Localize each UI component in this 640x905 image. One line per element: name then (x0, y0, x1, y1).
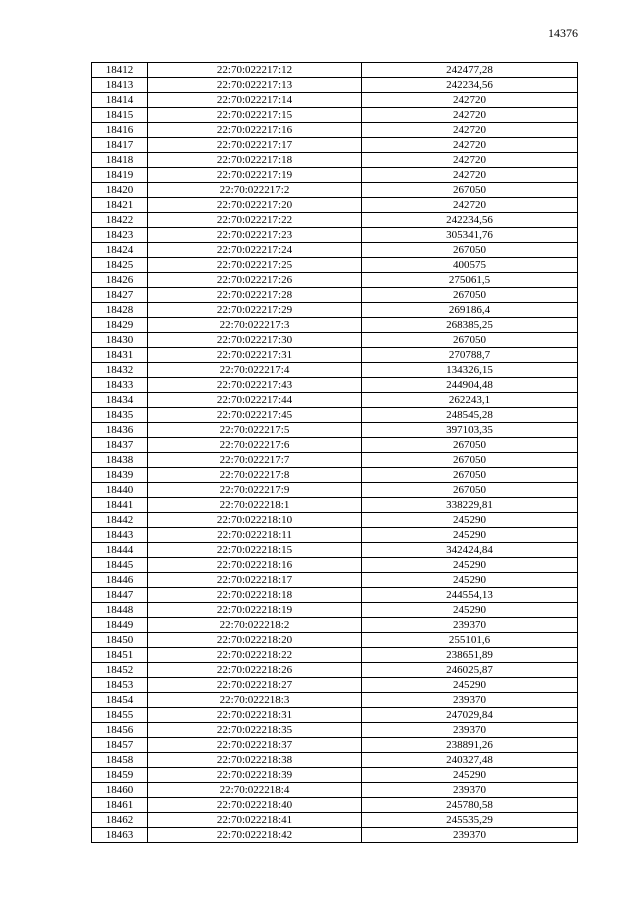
table-row (92, 798, 578, 813)
cadastral-number-cell: 22:70:022217:29 (148, 303, 362, 318)
cadastral-number-cell: 22:70:022217:23 (148, 228, 362, 243)
cadastral-value-cell: 247029,84 (362, 708, 578, 723)
row-number-cell: 18433 (92, 378, 148, 393)
row-number-cell: 18439 (92, 468, 148, 483)
cadastral-value-cell: 238891,26 (362, 738, 578, 753)
table-row (92, 273, 578, 288)
cadastral-number-cell: 22:70:022217:3 (148, 318, 362, 333)
cadastral-value-cell: 239370 (362, 618, 578, 633)
cadastral-number-cell: 22:70:022217:24 (148, 243, 362, 258)
row-number-cell: 18461 (92, 798, 148, 813)
table-row (92, 123, 578, 138)
row-number-cell: 18429 (92, 318, 148, 333)
cadastral-number-cell: 22:70:022218:35 (148, 723, 362, 738)
cadastral-value-cell: 242720 (362, 108, 578, 123)
table-row (92, 78, 578, 93)
row-number-cell: 18455 (92, 708, 148, 723)
row-number-cell: 18421 (92, 198, 148, 213)
row-number-cell: 18423 (92, 228, 148, 243)
row-number-cell: 18426 (92, 273, 148, 288)
table-row (92, 468, 578, 483)
cadastral-value-cell: 239370 (362, 723, 578, 738)
row-number-cell: 18447 (92, 588, 148, 603)
cadastral-value-cell: 242234,56 (362, 78, 578, 93)
cadastral-value-cell: 244904,48 (362, 378, 578, 393)
page-number: 14376 (548, 26, 578, 40)
table-row (92, 558, 578, 573)
table-row (92, 498, 578, 513)
row-number-cell: 18441 (92, 498, 148, 513)
row-number-cell: 18450 (92, 633, 148, 648)
cadastral-value-cell: 268385,25 (362, 318, 578, 333)
table-row (92, 768, 578, 783)
cadastral-value-cell: 267050 (362, 183, 578, 198)
table-row (92, 243, 578, 258)
table-row (92, 258, 578, 273)
table-row (92, 183, 578, 198)
cadastral-number-cell: 22:70:022217:20 (148, 198, 362, 213)
cadastral-value-cell: 245290 (362, 528, 578, 543)
table-row (92, 198, 578, 213)
cadastral-number-cell: 22:70:022218:11 (148, 528, 362, 543)
row-number-cell: 18462 (92, 813, 148, 828)
row-number-cell: 18458 (92, 753, 148, 768)
row-number-cell: 18416 (92, 123, 148, 138)
cadastral-number-cell: 22:70:022218:20 (148, 633, 362, 648)
cadastral-number-cell: 22:70:022218:22 (148, 648, 362, 663)
cadastral-value-cell: 305341,76 (362, 228, 578, 243)
table-row (92, 363, 578, 378)
table-row (92, 378, 578, 393)
cadastral-number-cell: 22:70:022218:42 (148, 828, 362, 843)
row-number-cell: 18445 (92, 558, 148, 573)
cadastral-number-cell: 22:70:022218:38 (148, 753, 362, 768)
cadastral-number-cell: 22:70:022218:15 (148, 543, 362, 558)
cadastral-value-cell: 267050 (362, 453, 578, 468)
cadastral-number-cell: 22:70:022218:39 (148, 768, 362, 783)
row-number-cell: 18438 (92, 453, 148, 468)
cadastral-value-cell: 267050 (362, 468, 578, 483)
cadastral-value-cell: 242720 (362, 153, 578, 168)
row-number-cell: 18415 (92, 108, 148, 123)
cadastral-value-cell: 248545,28 (362, 408, 578, 423)
cadastral-number-cell: 22:70:022217:26 (148, 273, 362, 288)
row-number-cell: 18414 (92, 93, 148, 108)
table-row (92, 228, 578, 243)
row-number-cell: 18440 (92, 483, 148, 498)
row-number-cell: 18428 (92, 303, 148, 318)
row-number-cell: 18456 (92, 723, 148, 738)
cadastral-value-cell: 242720 (362, 168, 578, 183)
cadastral-number-cell: 22:70:022218:40 (148, 798, 362, 813)
table-row (92, 723, 578, 738)
table-row (92, 603, 578, 618)
table-row (92, 648, 578, 663)
row-number-cell: 18424 (92, 243, 148, 258)
cadastral-value-cell: 242234,56 (362, 213, 578, 228)
cadastral-value-table (91, 62, 578, 843)
cadastral-number-cell: 22:70:022217:8 (148, 468, 362, 483)
table-row (92, 438, 578, 453)
cadastral-number-cell: 22:70:022218:10 (148, 513, 362, 528)
cadastral-number-cell: 22:70:022217:16 (148, 123, 362, 138)
table-row (92, 348, 578, 363)
cadastral-value-cell: 242720 (362, 198, 578, 213)
table-row (92, 813, 578, 828)
table-row (92, 738, 578, 753)
cadastral-number-cell: 22:70:022217:12 (148, 63, 362, 78)
cadastral-number-cell: 22:70:022217:13 (148, 78, 362, 93)
table-row (92, 63, 578, 78)
cadastral-value-cell: 245290 (362, 558, 578, 573)
cadastral-value-cell: 262243,1 (362, 393, 578, 408)
table-row (92, 408, 578, 423)
cadastral-value-cell: 245290 (362, 678, 578, 693)
cadastral-value-cell: 239370 (362, 828, 578, 843)
row-number-cell: 18422 (92, 213, 148, 228)
cadastral-number-cell: 22:70:022217:22 (148, 213, 362, 228)
table-row (92, 393, 578, 408)
cadastral-value-cell: 245290 (362, 603, 578, 618)
cadastral-number-cell: 22:70:022217:17 (148, 138, 362, 153)
table-row (92, 618, 578, 633)
row-number-cell: 18460 (92, 783, 148, 798)
cadastral-number-cell: 22:70:022217:5 (148, 423, 362, 438)
row-number-cell: 18436 (92, 423, 148, 438)
cadastral-number-cell: 22:70:022218:1 (148, 498, 362, 513)
cadastral-number-cell: 22:70:022218:17 (148, 573, 362, 588)
cadastral-number-cell: 22:70:022218:31 (148, 708, 362, 723)
cadastral-value-cell: 242477,28 (362, 63, 578, 78)
cadastral-number-cell: 22:70:022217:28 (148, 288, 362, 303)
row-number-cell: 18412 (92, 63, 148, 78)
cadastral-value-cell: 239370 (362, 783, 578, 798)
row-number-cell: 18432 (92, 363, 148, 378)
cadastral-value-cell: 246025,87 (362, 663, 578, 678)
table-body (92, 63, 578, 843)
cadastral-number-cell: 22:70:022217:6 (148, 438, 362, 453)
row-number-cell: 18437 (92, 438, 148, 453)
table-row (92, 153, 578, 168)
cadastral-value-cell: 269186,4 (362, 303, 578, 318)
row-number-cell: 18442 (92, 513, 148, 528)
cadastral-value-cell: 242720 (362, 93, 578, 108)
cadastral-number-cell: 22:70:022217:43 (148, 378, 362, 393)
table-row (92, 333, 578, 348)
cadastral-value-cell: 244554,13 (362, 588, 578, 603)
table-row (92, 678, 578, 693)
row-number-cell: 18446 (92, 573, 148, 588)
cadastral-value-cell: 242720 (362, 138, 578, 153)
cadastral-value-cell: 245290 (362, 573, 578, 588)
cadastral-number-cell: 22:70:022218:18 (148, 588, 362, 603)
cadastral-number-cell: 22:70:022218:27 (148, 678, 362, 693)
cadastral-number-cell: 22:70:022218:19 (148, 603, 362, 618)
table-row (92, 483, 578, 498)
cadastral-value-cell: 267050 (362, 243, 578, 258)
cadastral-value-cell: 239370 (362, 693, 578, 708)
cadastral-value-cell: 338229,81 (362, 498, 578, 513)
table-row (92, 303, 578, 318)
table-row (92, 423, 578, 438)
cadastral-value-cell: 275061,5 (362, 273, 578, 288)
row-number-cell: 18443 (92, 528, 148, 543)
row-number-cell: 18434 (92, 393, 148, 408)
cadastral-number-cell: 22:70:022218:26 (148, 663, 362, 678)
row-number-cell: 18454 (92, 693, 148, 708)
table-row (92, 633, 578, 648)
cadastral-value-cell: 255101,6 (362, 633, 578, 648)
table-row (92, 543, 578, 558)
table-row (92, 753, 578, 768)
table-row (92, 588, 578, 603)
row-number-cell: 18420 (92, 183, 148, 198)
row-number-cell: 18463 (92, 828, 148, 843)
cadastral-value-cell: 267050 (362, 483, 578, 498)
row-number-cell: 18457 (92, 738, 148, 753)
cadastral-number-cell: 22:70:022217:31 (148, 348, 362, 363)
table-row (92, 288, 578, 303)
row-number-cell: 18417 (92, 138, 148, 153)
cadastral-value-cell: 397103,35 (362, 423, 578, 438)
cadastral-value-cell: 400575 (362, 258, 578, 273)
row-number-cell: 18427 (92, 288, 148, 303)
row-number-cell: 18413 (92, 78, 148, 93)
row-number-cell: 18451 (92, 648, 148, 663)
row-number-cell: 18452 (92, 663, 148, 678)
row-number-cell: 18444 (92, 543, 148, 558)
cadastral-number-cell: 22:70:022217:9 (148, 483, 362, 498)
cadastral-number-cell: 22:70:022217:4 (148, 363, 362, 378)
row-number-cell: 18449 (92, 618, 148, 633)
table-row (92, 93, 578, 108)
row-number-cell: 18430 (92, 333, 148, 348)
cadastral-number-cell: 22:70:022217:2 (148, 183, 362, 198)
cadastral-number-cell: 22:70:022217:45 (148, 408, 362, 423)
cadastral-value-cell: 267050 (362, 288, 578, 303)
cadastral-value-cell: 342424,84 (362, 543, 578, 558)
table-row (92, 168, 578, 183)
table-row (92, 828, 578, 843)
cadastral-value-cell: 242720 (362, 123, 578, 138)
cadastral-number-cell: 22:70:022217:7 (148, 453, 362, 468)
table-row (92, 513, 578, 528)
table-row (92, 138, 578, 153)
cadastral-number-cell: 22:70:022217:14 (148, 93, 362, 108)
cadastral-number-cell: 22:70:022217:25 (148, 258, 362, 273)
cadastral-value-cell: 267050 (362, 333, 578, 348)
table-row (92, 663, 578, 678)
cadastral-value-cell: 267050 (362, 438, 578, 453)
cadastral-number-cell: 22:70:022218:2 (148, 618, 362, 633)
row-number-cell: 18418 (92, 153, 148, 168)
cadastral-value-cell: 238651,89 (362, 648, 578, 663)
cadastral-value-cell: 270788,7 (362, 348, 578, 363)
cadastral-number-cell: 22:70:022217:30 (148, 333, 362, 348)
table-row (92, 783, 578, 798)
table-row (92, 108, 578, 123)
cadastral-value-cell: 245290 (362, 513, 578, 528)
cadastral-number-cell: 22:70:022218:16 (148, 558, 362, 573)
row-number-cell: 18459 (92, 768, 148, 783)
table-row (92, 708, 578, 723)
table-row (92, 693, 578, 708)
cadastral-number-cell: 22:70:022217:44 (148, 393, 362, 408)
row-number-cell: 18425 (92, 258, 148, 273)
row-number-cell: 18431 (92, 348, 148, 363)
row-number-cell: 18448 (92, 603, 148, 618)
cadastral-value-cell: 240327,48 (362, 753, 578, 768)
cadastral-value-cell: 134326,15 (362, 363, 578, 378)
table-row (92, 528, 578, 543)
table-row (92, 573, 578, 588)
row-number-cell: 18435 (92, 408, 148, 423)
row-number-cell: 18453 (92, 678, 148, 693)
cadastral-number-cell: 22:70:022218:3 (148, 693, 362, 708)
cadastral-number-cell: 22:70:022217:18 (148, 153, 362, 168)
table-row (92, 213, 578, 228)
cadastral-number-cell: 22:70:022217:19 (148, 168, 362, 183)
cadastral-value-cell: 245780,58 (362, 798, 578, 813)
cadastral-value-cell: 245535,29 (362, 813, 578, 828)
cadastral-number-cell: 22:70:022218:41 (148, 813, 362, 828)
cadastral-number-cell: 22:70:022218:37 (148, 738, 362, 753)
row-number-cell: 18419 (92, 168, 148, 183)
cadastral-number-cell: 22:70:022217:15 (148, 108, 362, 123)
table-row (92, 453, 578, 468)
table-row (92, 318, 578, 333)
cadastral-value-cell: 245290 (362, 768, 578, 783)
cadastral-number-cell: 22:70:022218:4 (148, 783, 362, 798)
